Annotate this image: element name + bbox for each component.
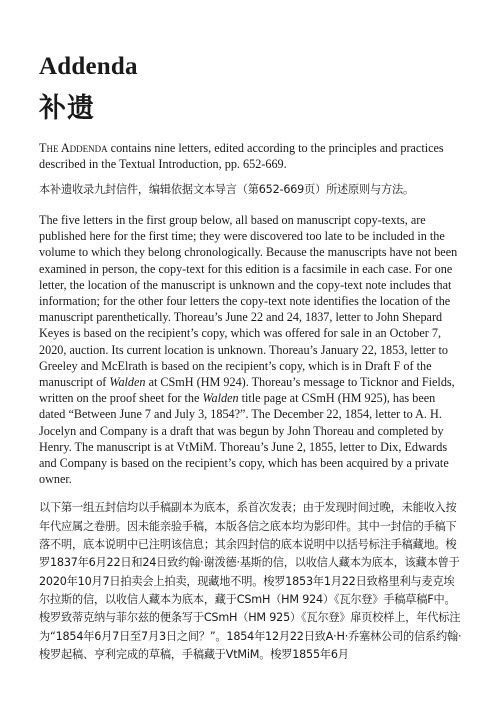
- intro-text: contains nine letters, edited according to the principles and practices described in the Textual Introduction, pp. 652-669.: [39, 141, 444, 171]
- addenda-page: [39, 52, 463, 664]
- page-title-english: Addenda: [39, 53, 138, 80]
- body-paragraph-chinese: 以下第一组五封信均以手稿副本为底本，系首次发表；由于发现时间过晚，未能收入按年代应属之卷册。因未能亲验手稿，本版各信之底本均为影印件。其中一封信的手稿下落不明，底本说明中已注明该信息；其余四封信的底本说明中以括号标注手稿藏地。梭罗1837年6月22日和24日致约翰·谢泼德·基斯的信，以收信人藏本为底本，该藏本曾于2020年10月7日拍卖会上拍卖，现藏地不明。梭罗1853年1月22日致格里利与麦克埃尔拉斯的信，以收信人藏本为底本，藏于CSmH（HM 924）《瓦尔登》手稿草稿F中。梭罗致蒂克纳与菲尔兹的便条写于CSmH（HM 925）《瓦尔登》扉页校样上，年代标注为“1854年6月7日至7月3日之间？”。1854年12月22日致A·H·乔塞林公司的信系约翰·梭罗起稿、亨利完成的草稿，手稿藏于VtMiM。梭罗1855年6月: [39, 501, 462, 661]
- body-text-part-1: The five letters in the first group below, all based on manuscript copy-texts, are published here for the first time; they were discovered too late to be included in the volume to which they belong chronologically. Because the manuscripts have not been examined in person, the copy-text for this edition is a facsimile in each case. For one letter, the location of the manuscript is unknown and the copy-text note includes that information; for the other four letters the copy-text note identifies the location of the manuscript parenthetically. Thoreau’s June 22 and 24, 1837, letter to John Shepard Keyes is based on the recipient’s copy, which was offered for sale in an October 7, 2020, auction. Its current location is unknown. Thoreau’s January 22, 1853, letter to Greeley and McElrath is based on the recipient’s copy, which is in Draft F of the manuscript of: [39, 213, 458, 390]
- intro-paragraph-english: [39, 140, 463, 172]
- body-paragraph-english: [39, 212, 463, 487]
- page-title-chinese: 补遗: [39, 93, 95, 124]
- body-text-part-2: at CSmH (HM 924). Thoreau’s message to Ticknor and Fields, written on the proof sheet for the: [39, 375, 455, 406]
- walden-title-italic: Walden: [109, 375, 146, 390]
- body-text-part-3: title page at CSmH (HM 925), has been dated “Between June 7 and July 3, 1854?”. The December 22, 1854, letter to A. H. Jocelyn and Company is a draft that was begun by John Thoreau and completed by Henry. The manuscript is at VtMiM. Thoreau’s June 2, 1855, letter to Dix, Edwards and Company is based on the recipient’s copy, which has been acquired by a private owner.: [39, 391, 449, 487]
- walden-title-italic: Walden: [202, 391, 239, 406]
- intro-smallcaps-lead: The Addenda: [39, 141, 108, 155]
- intro-paragraph-chinese: 本补遗收录九封信件，编辑依据文本导言（第652-669页）所述原则与方法。: [39, 183, 414, 196]
